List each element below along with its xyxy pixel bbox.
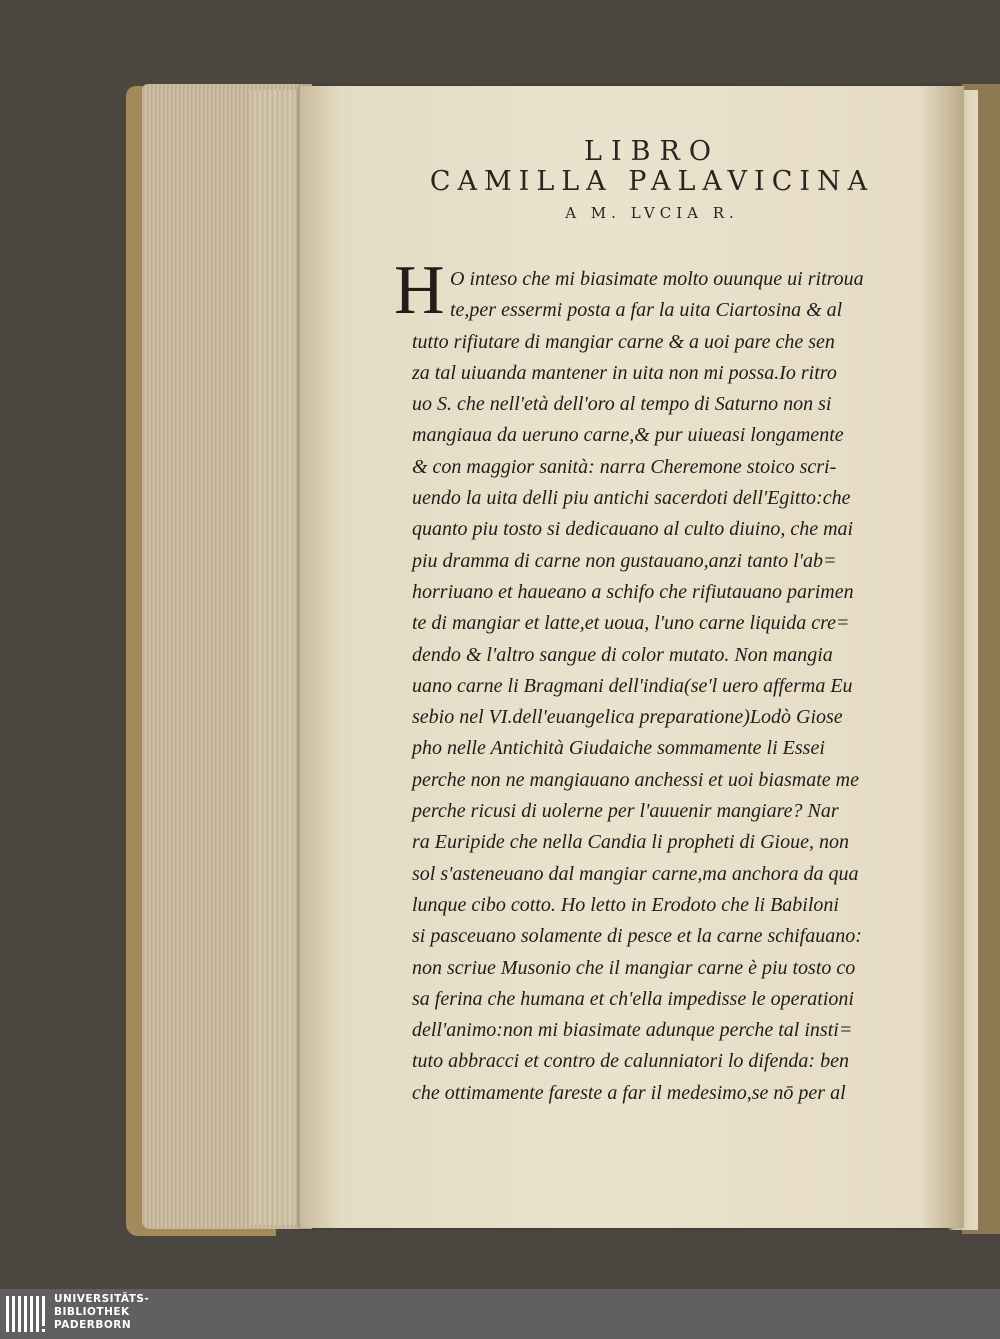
text-line: O inteso che mi biasimate molto ouunque ui ritroua xyxy=(450,268,864,290)
text-line: tuto abbracci et contro de calunniatori lo difenda: ben xyxy=(412,1050,849,1073)
text-line: perche ricusi di uolerne per l'auuenir mangiare? Nar xyxy=(412,800,839,823)
drop-cap: H xyxy=(394,252,445,329)
heading-libro: LIBRO xyxy=(584,136,720,167)
library-logo-icon xyxy=(6,1292,48,1336)
text-line: non scriue Musonio che il mangiar carne è piu tosto co xyxy=(412,956,856,979)
text-line: uano carne li Bragmani dell'india(se'l uero afferma Eu xyxy=(412,674,853,697)
library-logo-text[interactable] xyxy=(54,1293,149,1332)
text-line: sebio nel VI.dell'euangelica preparatione)Lodò Giose xyxy=(412,706,843,729)
logo-line: UNIVERSITÄTS- xyxy=(54,1293,150,1305)
text-line: perche non ne mangiauano anchessi et uoi biasmate me xyxy=(412,768,859,791)
text-line: ra Euripide che nella Candia li propheti di Gioue, non xyxy=(412,831,849,854)
book-page xyxy=(300,86,964,1228)
text-line: dell'animo:non mi biasimate adunque perche tal insti= xyxy=(412,1019,853,1042)
heading-author: CAMILLA PALAVICINA xyxy=(429,166,875,197)
text-line: mangiaua da ueruno carne,& pur uiueasi longamente xyxy=(412,424,844,447)
text-line: piu dramma di carne non gustauano,anzi tanto l'ab= xyxy=(412,549,837,572)
heading-recipient: A M. LVCIA R. xyxy=(565,204,739,222)
text-line: uendo la uita delli piu antichi sacerdoti dell'Egitto:che xyxy=(412,487,851,510)
text-line: si pasceuano solamente di pesce et la carne schifauano: xyxy=(412,925,862,948)
text-line: che ottimamente fareste a far il medesimo,se nō per al xyxy=(412,1081,846,1104)
logo-line: BIBLIOTHEK xyxy=(54,1306,130,1318)
logo-line: PADERBORN xyxy=(54,1319,132,1331)
text-line: quanto piu tosto si dedicauano al culto diuino, che mai xyxy=(412,518,854,541)
text-line: te,per essermi posta a far la uita Ciartosina & al xyxy=(450,299,843,322)
text-line: uo S. che nell'età dell'oro al tempo di Saturno non si xyxy=(412,393,832,416)
text-line: te di mangiar et latte,et uoua, l'uno carne liquida cre= xyxy=(412,612,850,635)
text-line: sa ferina che humana et ch'ella impedisse le operationi xyxy=(412,987,854,1010)
text-line: tutto rifiutare di mangiar carne & a uoi pare che sen xyxy=(412,330,835,353)
body-text xyxy=(412,264,917,1109)
text-line: dendo & l'altro sangue di color mutato. Non mangia xyxy=(412,643,833,666)
text-line: pho nelle Antichità Giudaiche sommamente li Essei xyxy=(412,737,825,760)
text-line: sol s'asteneuano dal mangiar carne,ma anchora da qua xyxy=(412,862,859,885)
text-line: horriuano et haueano a schifo che rifiutauano parimen xyxy=(412,580,854,603)
footer-bar xyxy=(0,1289,1000,1339)
text-line: & con maggior sanità: narra Cheremone stoico scri- xyxy=(412,455,837,478)
text-line: za tal uiuanda mantener in uita non mi possa.Io ritro xyxy=(412,361,837,384)
text-line: lunque cibo cotto. Ho letto in Erodoto che li Babiloni xyxy=(412,893,839,916)
